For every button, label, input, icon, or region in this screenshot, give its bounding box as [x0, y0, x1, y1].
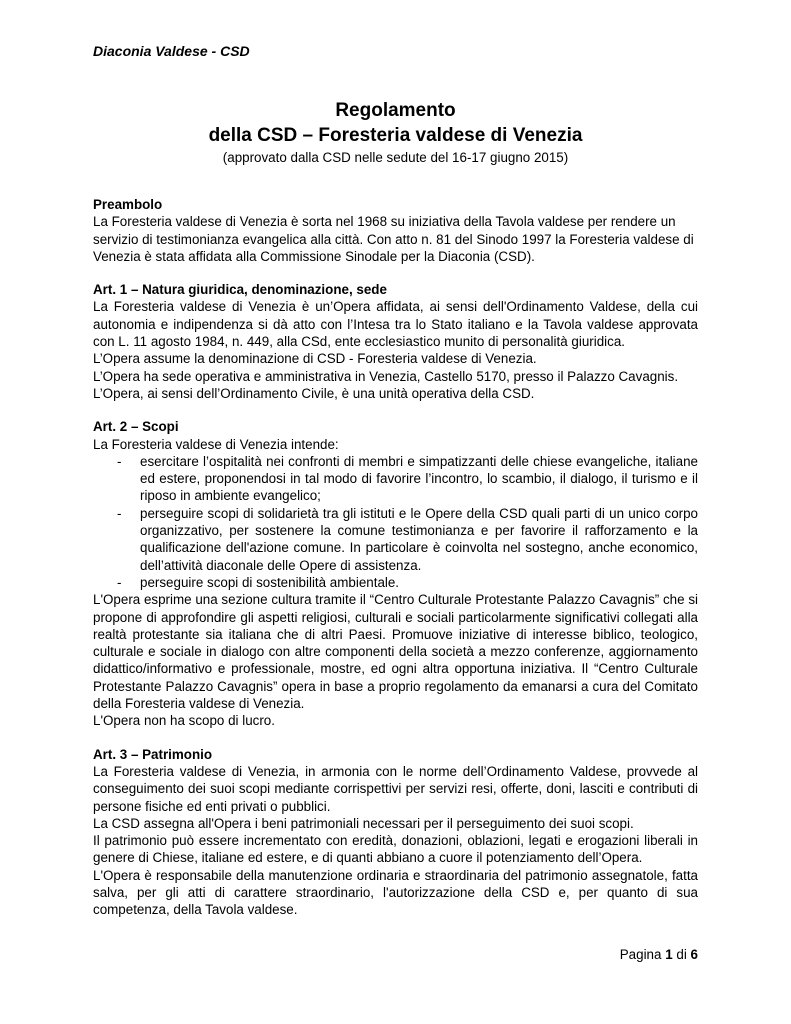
paragraph: La CSD assegna all'Opera i beni patrimoniali necessari per il perseguimento dei suoi scopi. — [93, 815, 634, 831]
paragraph: L’Opera, ai sensi dell’Ordinamento Civile, è una unità operativa della CSD. — [93, 385, 535, 401]
paragraph: La Foresteria valdese di Venezia è sorta nel 1968 su iniziativa della Tavola valdese per rendere un servizio di testimonianza evangelica alla città. Con atto n. 81 del Sinodo 1997 la Foresteria valdese di Venezia è stata affidata alla Commissione Sinodale per la Diaconia (CSD). — [93, 214, 694, 264]
list-bullet: - — [117, 574, 122, 590]
section-heading: Art. 2 – Scopi — [93, 419, 179, 435]
page-label: Pagina — [619, 947, 662, 962]
document-subtitle: (approvato dalla CSD nelle sedute del 16-17 giugno 2015) — [222, 150, 569, 165]
document-title-line2: della CSD – Foresteria valdese di Venezia — [208, 125, 583, 146]
paragraph: L'Opera esprime una sezione cultura tramite il “Centro Culturale Protestante Palazzo Cavagnis” che si propone di approfondire gli aspetti religiosi, culturali e sociali particolarmente significativi collegati alla realtà protestante sia italiana che di altri Paesi. Promuove iniziative di interesse biblico, teologico, culturale e sociale in dialogo con altre componenti della società a mezzo conferenze, aggiornamento didattico/informativo e professionale, mostre, ed ogni altra opportuna iniziativa. Il “Centro Culturale Protestante Palazzo Cavagnis” opera in base a proprio regolamento da emanarsi a cura del Comitato della Foresteria valdese di Venezia. — [93, 592, 698, 712]
section-art-3 — [93, 746, 698, 919]
section-heading: Art. 3 – Patrimonio — [93, 746, 213, 762]
paragraph: L'Opera è responsabile della manutenzione ordinaria e straordinaria del patrimonio assegnatole, fatta salva, per gli atti di carattere straordinario, l'autorizzazione della CSD e, per quanto di sua competenza, della Tavola valdese. — [93, 867, 698, 918]
section-preambolo — [93, 196, 698, 265]
list-item-text: esercitare l’ospitalità nei confronti di membri e simpatizzanti delle chiese evangeliche, italiane ed estere, proponendosi in tal modo di favorire l’incontro, lo scambio, il dialogo, il turismo e il riposo in ambiente evangelico; — [140, 453, 698, 504]
list-item-text: perseguire scopi di sostenibilità ambientale. — [140, 574, 400, 590]
running-header: Diaconia Valdese - CSD — [93, 43, 250, 59]
list-item — [93, 574, 698, 591]
paragraph: La Foresteria valdese di Venezia, in armonia con le norme dell’Ordinamento Valdese, provvede al conseguimento dei suoi scopi mediante corrispettivi per servizi resi, offerte, doni, lasciti e contributi di persone fisiche ed enti privati o pubblici. — [93, 763, 698, 814]
paragraph: L’Opera ha sede operativa e amministrativa in Venezia, Castello 5170, presso il Palazzo Cavagnis. — [93, 368, 679, 384]
page-footer — [620, 947, 698, 962]
title-block — [0, 98, 791, 168]
list-item — [93, 453, 698, 505]
document-title: Regolamento — [335, 100, 456, 121]
document-body — [93, 196, 698, 935]
section-art-2 — [93, 418, 698, 729]
scopi-list — [93, 453, 698, 591]
section-art-1 — [93, 281, 698, 402]
page-separator: di — [676, 947, 687, 962]
list-item-text: perseguire scopi di solidarietà tra gli istituti e le Opere della CSD quali parti di un unico corpo organizzativo, per sostenere la comune testimonianza e per favorire il rafforzamento e la qualificazione dell'azione comune. In particolare è coinvolta nel sostegno, anche economico, dell’attività diaconale delle Opere di assistenza. — [140, 505, 698, 573]
page-current: 1 — [665, 947, 673, 962]
list-bullet: - — [117, 505, 122, 521]
paragraph: Il patrimonio può essere incrementato con eredità, donazioni, oblazioni, legati e erogazioni liberali in genere di Chiese, italiane ed estere, e di quanti abbiano a cuore il potenziamento dell’Opera. — [93, 833, 698, 866]
paragraph: L'Opera non ha scopo di lucro. — [93, 713, 275, 729]
page-total: 6 — [690, 947, 698, 962]
paragraph: La Foresteria valdese di Venezia è un’Opera affidata, ai sensi dell'Ordinamento Valdese, della cui autonomia e indipendenza si dà atto con l’Intesa tra lo Stato italiano e la Tavola valdese approvata con L. 11 agosto 1984, n. 449, alla CSd, ente ecclesiastico munito di personalità giuridica. — [93, 299, 698, 350]
section-heading: Preambolo — [93, 197, 163, 212]
list-item — [93, 505, 698, 574]
list-bullet: - — [117, 453, 122, 469]
paragraph: La Foresteria valdese di Venezia intende: — [93, 436, 339, 452]
section-heading: Art. 1 – Natura giuridica, denominazione, sede — [93, 282, 387, 298]
paragraph: L’Opera assume la denominazione di CSD - Foresteria valdese di Venezia. — [93, 351, 537, 367]
